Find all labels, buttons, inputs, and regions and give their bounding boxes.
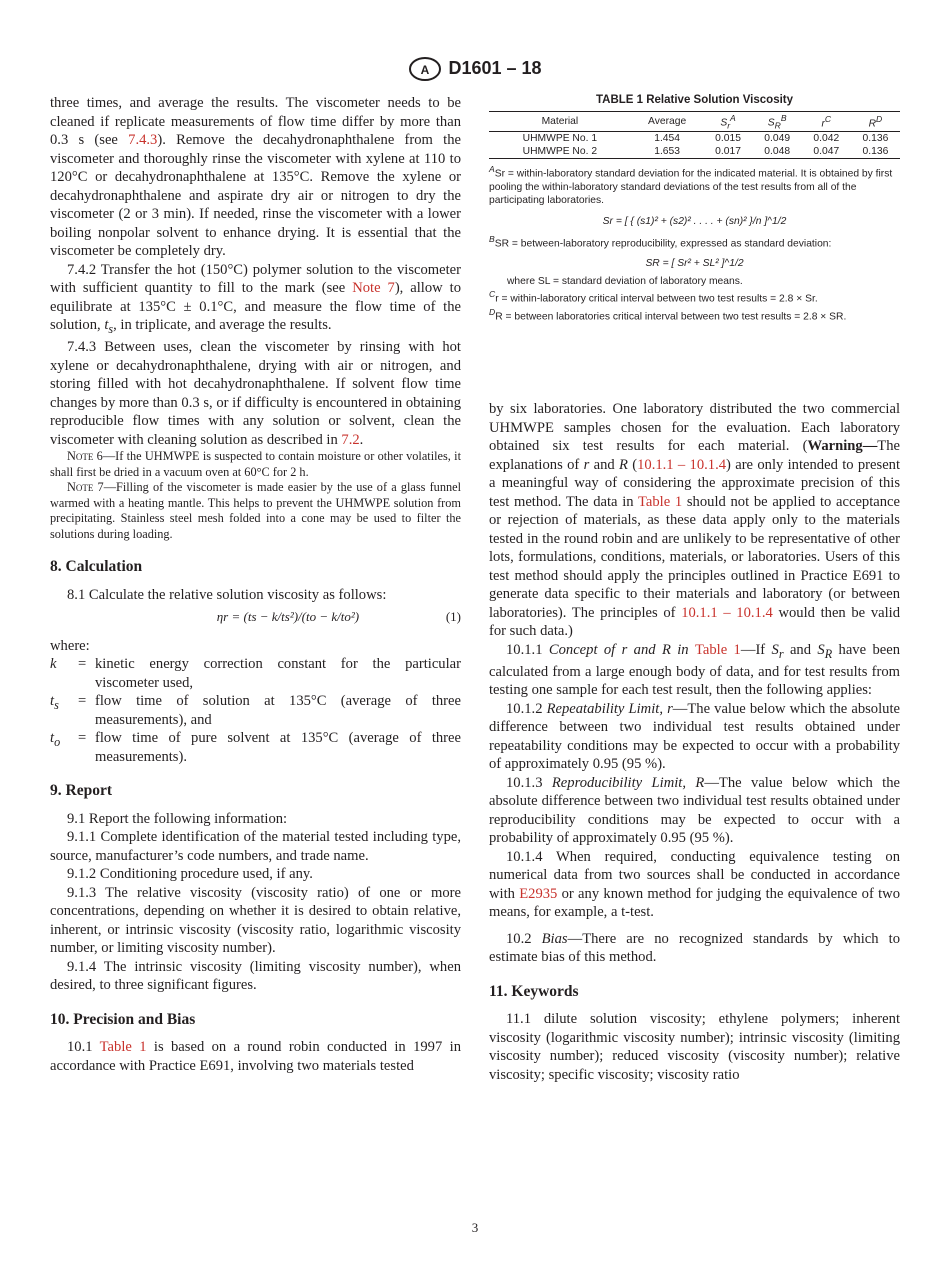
table-title: TABLE 1 Relative Solution Viscosity [595,94,794,106]
text-run: 7—Filling of the viscometer is made easier by the use of a glass funnel warmed with a heating mantle. This helps to prevent the UHMWPE solution from precipitating. Stainless steel mesh folded into a cone may be used to filter the solutions during loading. [50,480,461,541]
text-run: 9.1.4 The intrinsic viscosity (limiting viscosity number), when desired, to three significant figures. [50,958,461,994]
paragraph [50,1038,461,1075]
paragraph [50,261,461,339]
text-run: 8. Calculation [50,558,143,576]
cross-reference-link[interactable]: 7.4.3 [128,132,158,148]
definition-symbol: k [50,656,57,673]
definition-text: flow time of solution at 135°C (average of three measurements), and [95,693,461,728]
header-symbol: r [821,118,825,130]
paragraph [489,930,900,967]
section-heading [50,1011,461,1030]
paragraph [489,400,900,641]
paragraph [50,865,461,884]
equation-number: (1) [445,609,461,625]
section-heading [50,782,461,801]
page-number: 3 [471,1220,479,1235]
definition-item [50,655,461,692]
paragraph [50,338,461,449]
paragraph [489,774,900,848]
right-column [489,400,900,1084]
equation [50,608,461,627]
header-symbol: S [767,117,775,129]
paragraph [50,810,461,829]
paragraph [489,848,900,922]
table-cell: 0.042 [813,133,840,145]
footnote-a: $^A$Sr = within-laboratory standard deviation for the indicated material. It is obtained by first pooling the within-laboratory standard deviations of the test results from all of the participating laboratories. [489,164,893,207]
text-run: 7.4.2 Transfer the hot (150°C) polymer solution to the viscometer with sufficient quantity to fill to the mark (see [50,261,461,296]
subscript: r [778,646,784,661]
table-body [489,132,900,159]
paragraph [50,637,461,656]
text-run: 9.1 Report the following information: [67,810,288,827]
table-cell: UHMWPE No. 2 [522,146,598,158]
table-cell: 1.454 [654,133,680,145]
italic-text: Reproducibility Limit, R [551,774,705,791]
subscript: s [108,321,114,336]
text-run: where: [50,637,90,654]
text-run: ( [627,456,638,473]
column-header [802,112,851,132]
cross-reference-link[interactable]: E2935 [519,885,558,902]
footnote-b-where: where SL = standard deviation of laboratory means. [507,276,743,288]
italic-text: Bias [541,930,568,947]
column-header [703,112,752,132]
subscript: R [824,646,833,661]
column-header: Material [489,112,631,132]
table-row [489,145,900,159]
text-run: The explanations of [489,438,900,473]
text-run: —The value below which the absolute difference between two individual test results obtained under repeatability conditions may be expected to occur with a probability of approximately 0.95 (95 %). [489,700,900,773]
text-run: 11. Keywords [489,982,579,1000]
text-run: by six laboratories. One laboratory distributed the two commercial UHMWPE samples chosen for the evaluation. Each laboratory obtained six test results for each material. ( [489,401,900,454]
paragraph [50,94,461,261]
text-run: 9. Report [50,782,112,800]
definition-text: flow time of pure solvent at 135°C (average of three measurements). [95,730,461,765]
table-cell: 0.015 [715,133,741,145]
text-run: 10.1.2 [506,700,547,717]
text-run: ) are only intended to present a meaningful way of considering the approximate precision of this test method. The data in [489,456,901,510]
cross-reference-link[interactable]: 10.1.1 – 10.1.4 [637,456,727,473]
definition-text: kinetic energy correction constant for the particular viscometer used, [95,656,461,691]
paragraph [50,828,461,865]
italic-text: Repeatability Limit, r [546,700,673,717]
cross-reference-link[interactable]: Note 7 [352,280,395,296]
equals-sign: = [78,730,87,747]
equation-formula: ηr = (ts − k/ts²)/(to − k/to²) [216,609,360,625]
definition-item [50,692,461,729]
formula-sR: SR = [ Sr² + SL² ]^1/2 [645,258,744,270]
text-run: and [589,456,619,473]
paragraph [489,700,900,774]
footnote-c: $^C$r = within-laboratory critical interval between two test results = 2.8 × Sr. [489,289,818,305]
bold-text: Warning— [807,438,878,454]
text-run: 7.4.3 Between uses, clean the viscometer by rinsing with hot xylene or decahydronaphthalene, drying with air or nitrogen, and storing filled with hot decahydronaphthalene. If solvent flow time changes by more than 0.3 s, or if difficulty is encountered in obtaining reproducible flow times with any solution or solvent, clean the viscometer with cleaning solution as described in [50,339,461,448]
header-subscript: R [774,120,781,131]
text-run: 10.2 [506,930,542,947]
text-run: is based on a round robin conducted in 1997 in accordance with Practice E691, involving two materials tested [50,1039,461,1074]
paragraph [50,958,461,995]
text-run: or any known method for judging the equivalence of two means, for example, a t-test. [489,885,901,921]
text-run: have been calculated from a large enough body of data, and for test results from testing one sample for each test result, then the following applies: [489,641,900,699]
italic-text: R [619,456,628,473]
text-run: and [783,641,818,658]
table-cell: 1.653 [654,146,680,158]
text-run: 10.1 [67,1039,100,1056]
footnote-d: $^D$R = between laboratories critical interval between two test results = 2.8 × SR. [489,306,847,323]
paragraph [489,641,900,700]
table-cell: 0.136 [862,133,889,145]
text-run: 11.1 dilute solution viscosity; ethylene polymers; inherent viscosity (logarithmic viscosity number); intrinsic viscosity (limiting viscosity number); reduced viscosity (viscosity number); relative viscosity; specific viscosity; viscosity ratio [489,1011,900,1083]
definition-symbol: $t_o$ [50,730,61,750]
note [50,449,461,480]
footnote-d-text: R = between laboratories critical interval between two test results = 2.8 × SR. [495,311,847,323]
header-symbol: S [720,117,728,129]
symbol-subscript: o [54,735,61,750]
text-run: ). Remove the decahydronaphthalene from the viscometer and thoroughly rinse the viscometer with xylene at 110 to 120°C or decahydronaphthalene at 135°C. Remove the xylene or decahydronaphthalene and aspirate dry air or nitrogen to dry the viscometer (2 or 3 min). If needed, rinse the viscometer with a lower boiling nonpolar solvent to enhance drying. It is essential that the viscometer be completely dry. [50,132,461,259]
footnote-a-text: Sr = within-laboratory standard deviation for the indicated material. It is obtained by first pooling the within-laboratory standard deviations of the test results from all of the participating laboratories. [489,168,893,207]
text-run: three times, and average the results. The viscometer needs to be cleaned if replicate measurements of flow time differ by more than 0.3 s (see [50,95,461,148]
paragraph [50,884,461,958]
note-label: Note [67,480,94,495]
paragraph [489,1010,900,1084]
note-label: Note [67,449,94,464]
standard-id: D1601 – 18 [448,57,542,78]
equals-sign: = [78,693,87,710]
table-cell: UHMWPE No. 1 [522,133,598,145]
text-run: should not be applied to acceptance or rejection of materials, as these data apply only to the materials tested in the round robin and are unlikely to be representative of other lots, formulations, conditions, materials, or laboratories. Users of this test method should apply the principles outlined in Practice E691 to generate data specific to their materials and laboratory (or between laboratories). The principles of [489,493,900,621]
svg-text:A: A [421,63,430,77]
table-row [489,132,900,146]
equals-sign: = [78,656,87,673]
table-cell: 0.136 [862,146,889,158]
formula-sr: Sr = [ { (s1)² + (s2)² . . . . + (sn)² }/n ]^1/2 [602,215,787,227]
text-run: would then be valid for such data.) [489,604,900,639]
text-run: 9.1.3 The relative viscosity (viscosity ratio) of one or more concentrations, depending on whether it is desired to obtain relative, inherent, or intrinsic viscosity (viscosity ratio, logarithmic viscosity number, or limiting viscosity number). [50,884,461,957]
cross-reference-link[interactable]: Table 1 [694,641,741,658]
italic-text: r [583,456,590,473]
text-run: ), allow to equilibrate at 135°C ± 0.1°C, and measure the flow time of the solution, [50,280,461,333]
cross-reference-link[interactable]: 10.1.1 – 10.1.4 [681,604,773,621]
footnote-marker: A [730,113,736,123]
text-run: 10.1.4 When required, conducting equivalence testing on numerical data from two sources shall be conducted in accordance with [489,848,900,902]
footnote-b: $^B$SR = between-laboratory reproducibility, expressed as standard deviation: [489,233,832,249]
table-grid [489,111,900,159]
footnote-marker: C [824,114,832,125]
section-heading [50,558,461,577]
footnote-c-text: r = within-laboratory critical interval between two test results = 2.8 × Sr. [495,293,818,305]
text-run: —If [740,641,772,658]
cross-reference-link[interactable]: Table 1 [637,493,683,510]
column-header [753,112,802,132]
table-cell: 0.048 [764,146,791,158]
table-cell: 0.017 [715,146,741,158]
footnote-marker: D [876,114,883,125]
column-header: Average [631,112,704,132]
text-run: 9.1.1 Complete identification of the material tested including type, source, manufacturer’s code numbers, and trade name. [50,829,461,864]
text-run: —There are no recognized standards by which to estimate bias of this method. [489,930,901,966]
text-run: 10. Precision and Bias [50,1010,196,1028]
table-cell: 0.049 [764,133,791,145]
header-symbol: R [868,118,877,130]
page-header [0,56,950,82]
footnote-b-text: SR = between-laboratory reproducibility, expressed as standard deviation: [494,237,832,249]
footnote-marker: B [780,113,787,123]
italic-text: Concept of r and R in [548,641,695,658]
italic-text: t [104,317,109,333]
definition-item [50,729,461,766]
header-subscript: r [727,120,731,131]
text-run: 9.1.2 Conditioning procedure used, if any. [67,866,313,883]
text-run: —The value below which the absolute difference between two individual test results obtained under reproducibility conditions may be expected to occur with a probability of approximately 0.95 (95 %). [489,774,900,847]
table-cell: 0.047 [813,146,840,158]
column-header [851,112,900,132]
note [50,480,461,542]
text-run: 10.1.3 [506,774,552,791]
text-run: . [359,431,364,448]
section-heading [489,983,900,1002]
italic-text: S [817,641,825,658]
symbol-subscript: s [54,698,59,713]
astm-logo-icon [408,56,442,82]
table-1 [489,94,900,324]
definition-list [50,655,461,766]
text-run: 6—If the UHMWPE is suspected to contain moisture or other volatiles, it shall first be dried in a vacuum oven at 60°C for 2 h. [50,449,461,479]
italic-text: S [771,641,779,658]
cross-reference-link[interactable]: 7.2 [341,431,360,448]
text-run: 10.1.1 [506,641,549,658]
text-run: 8.1 Calculate the relative solution viscosity as follows: [67,586,387,603]
table-header-row [489,112,900,132]
paragraph [50,586,461,605]
definition-symbol: $t_s$ [50,693,59,713]
text-run: , in triplicate, and average the results. [113,317,332,333]
cross-reference-link[interactable]: Table 1 [99,1039,147,1056]
left-column [50,94,461,1075]
